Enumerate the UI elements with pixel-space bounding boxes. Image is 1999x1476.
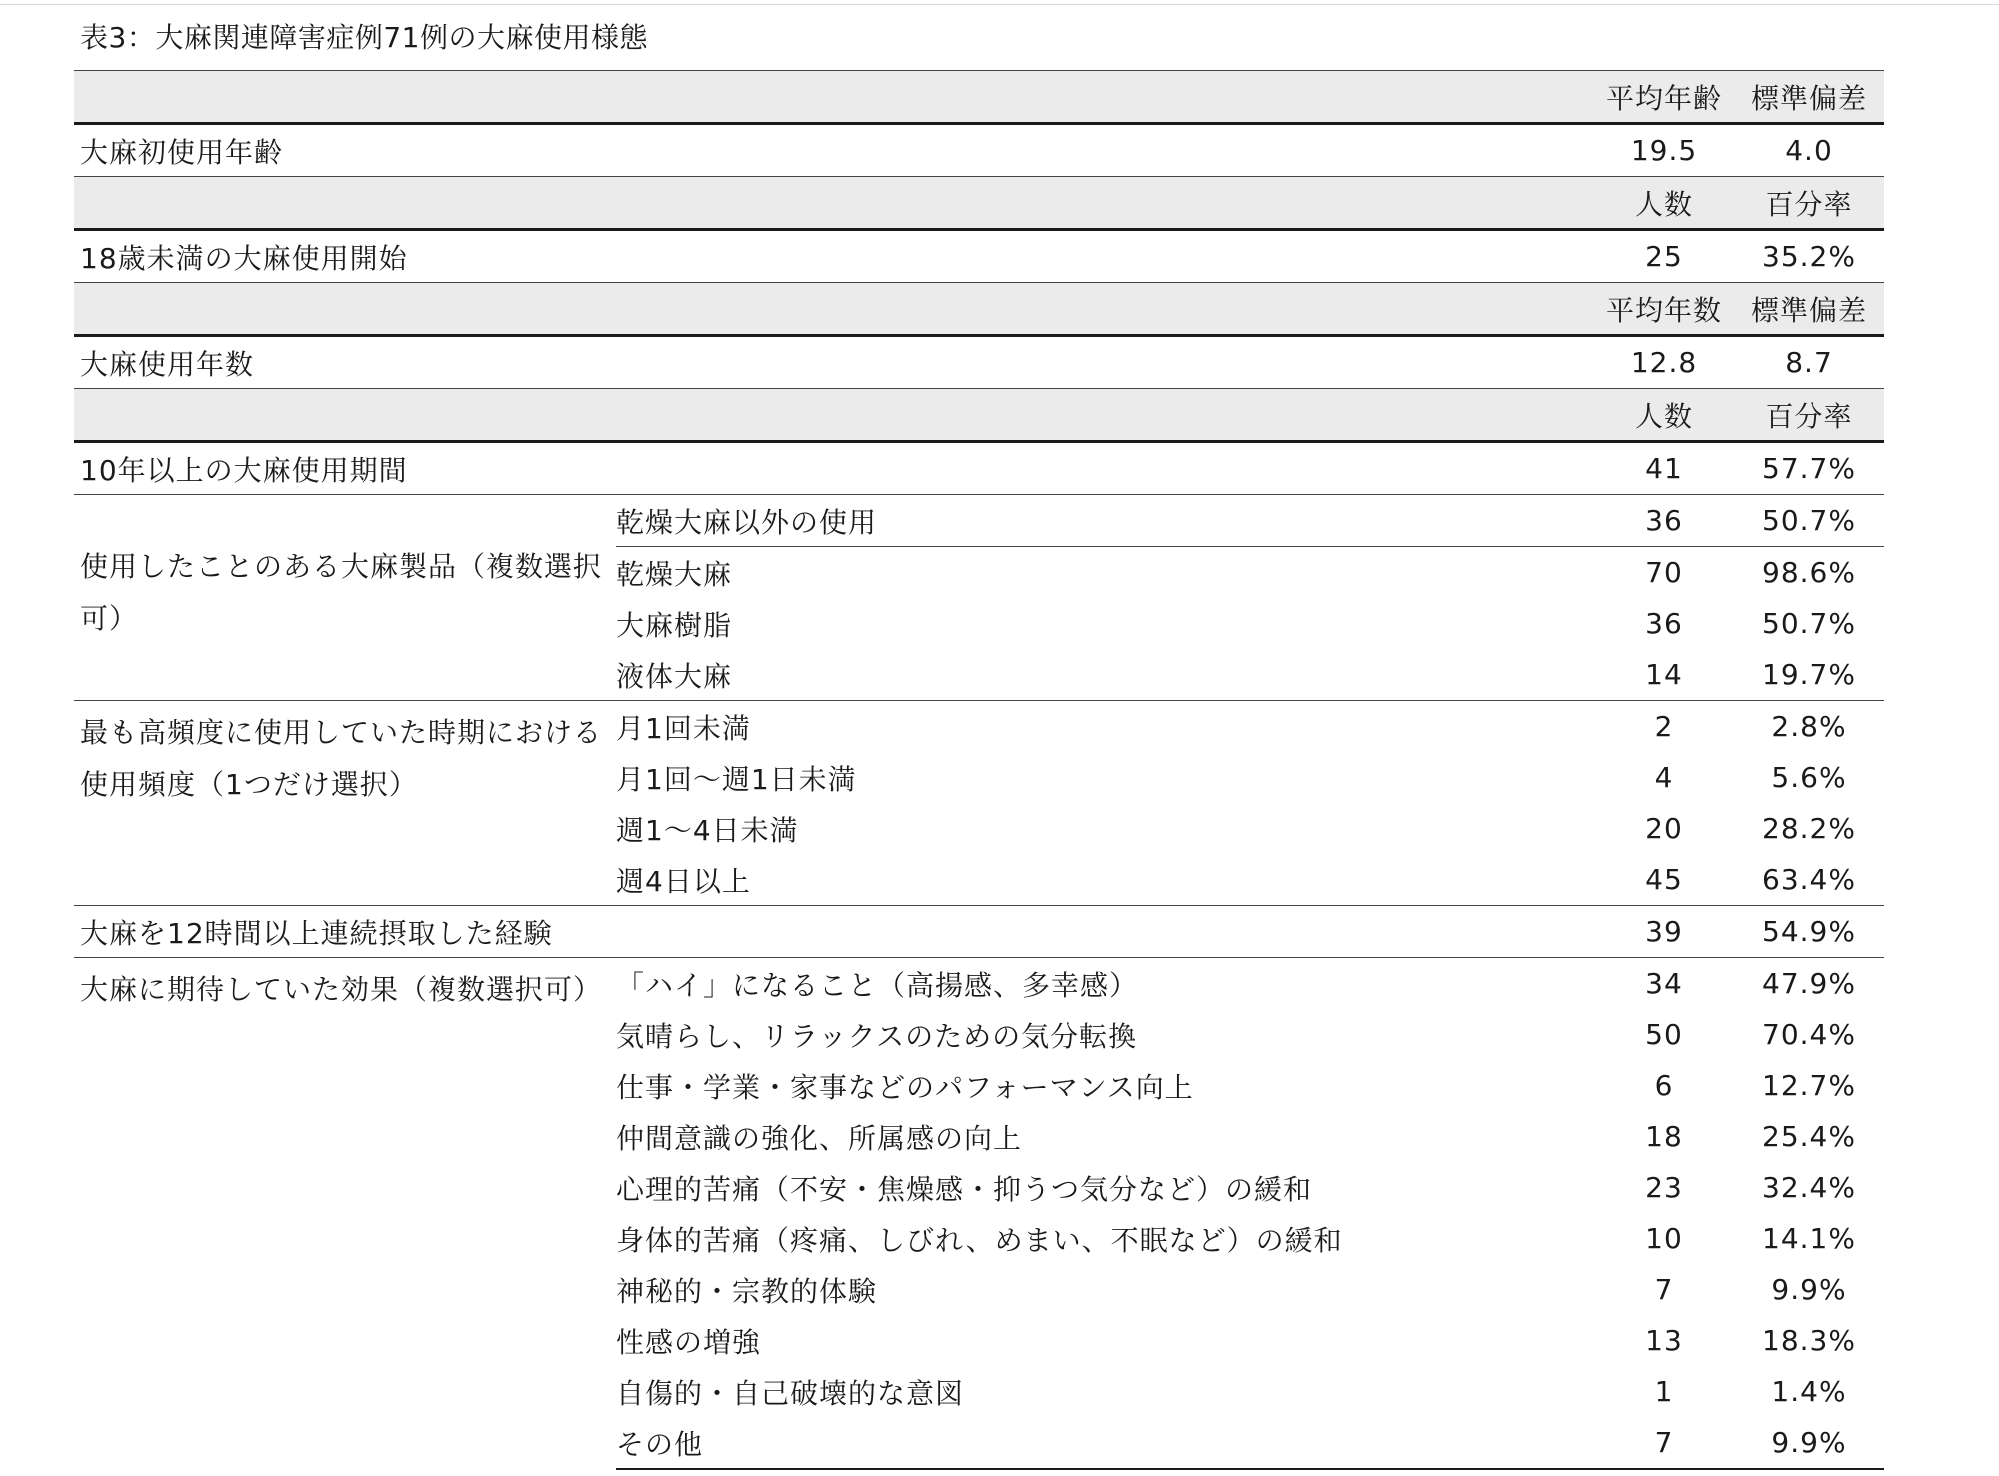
- sd-value: 8.7: [1785, 346, 1833, 379]
- count-value: 50: [1645, 1018, 1683, 1051]
- percent-value: 32.4%: [1762, 1171, 1856, 1204]
- count-value: 4: [1654, 761, 1674, 794]
- header-mean-years: 平均年数: [1594, 283, 1734, 336]
- item-label: 神秘的・宗教的体験: [616, 1274, 878, 1308]
- percent-value: 19.7%: [1762, 658, 1856, 691]
- count-value: 36: [1594, 495, 1734, 547]
- mean-value: 19.5: [1630, 134, 1698, 167]
- count-value: 18: [1645, 1120, 1683, 1153]
- item-label: その他: [616, 1417, 1594, 1469]
- header-mean-age: 平均年齢: [1594, 71, 1734, 124]
- sd-value: 4.0: [1785, 134, 1833, 167]
- mean-value: 12.8: [1630, 346, 1698, 379]
- item-label: 気晴らし、リラックスのための気分転換: [616, 1019, 1138, 1053]
- count-value: 7: [1594, 1417, 1734, 1469]
- percent-value: 25.4%: [1762, 1120, 1856, 1153]
- group-label-text: 大麻に期待していた効果（複数選択可）: [80, 973, 603, 1006]
- table-row: [74, 442, 1884, 495]
- count-value: 34: [1594, 958, 1734, 1010]
- percent-value: 5.6%: [1771, 761, 1847, 794]
- percent-value: 18.3%: [1762, 1324, 1856, 1357]
- header-row-count: [74, 389, 1884, 442]
- item-label: 週1～4日未満: [616, 813, 799, 847]
- row-label: 大麻初使用年齢: [80, 135, 284, 169]
- count-value: 7: [1654, 1273, 1674, 1306]
- percent-value: 47.9%: [1734, 958, 1884, 1010]
- item-label: 液体大麻: [616, 659, 733, 693]
- item-label: 身体的苦痛（疼痛、しびれ、めまい、不眠など）の緩和: [616, 1223, 1343, 1257]
- table-row: [74, 701, 1884, 753]
- percent-value: 28.2%: [1762, 812, 1856, 845]
- header-percent: 百分率: [1734, 389, 1884, 442]
- item-label: 仲間意識の強化、所属感の向上: [616, 1121, 1023, 1155]
- count-value: 23: [1645, 1171, 1683, 1204]
- item-label: 「ハイ」になること（高揚感、多幸感）: [616, 958, 1594, 1010]
- count-value: 36: [1645, 607, 1683, 640]
- group-label-effects: [74, 958, 616, 1470]
- table-caption: 表3：大麻関連障害症例71例の大麻使用様態: [80, 21, 648, 54]
- item-label: 心理的苦痛（不安・焦燥感・抑うつ気分など）の緩和: [616, 1172, 1313, 1206]
- header-std-dev: 標準偏差: [1734, 283, 1884, 336]
- percent-value: 70.4%: [1762, 1018, 1856, 1051]
- count-value: 13: [1645, 1324, 1683, 1357]
- item-label: 仕事・学業・家事などのパフォーマンス向上: [616, 1070, 1194, 1104]
- count-value: 41: [1645, 452, 1683, 485]
- item-label: 乾燥大麻以外の使用: [616, 495, 1594, 547]
- header-percent: 百分率: [1734, 177, 1884, 230]
- percent-value: 14.1%: [1762, 1222, 1856, 1255]
- group-label-text: 使用したことのある大麻製品（複数選択可）: [80, 550, 603, 635]
- group-label-frequency: [74, 701, 616, 906]
- count-value: 14: [1645, 658, 1683, 691]
- percent-value: 12.7%: [1762, 1069, 1856, 1102]
- count-value: 1: [1654, 1375, 1674, 1408]
- count-value: 20: [1645, 812, 1683, 845]
- header-std-dev: 標準偏差: [1734, 71, 1884, 124]
- percent-value: 9.9%: [1771, 1273, 1847, 1306]
- table-row: [74, 124, 1884, 177]
- group-label-text: 最も高頻度に使用していた時期における使用頻度（1つだけ選択）: [80, 716, 603, 801]
- table-row: [74, 495, 1884, 547]
- percent-value: 9.9%: [1734, 1417, 1884, 1469]
- item-label: 乾燥大麻: [616, 547, 1594, 599]
- count-value: 45: [1645, 863, 1683, 896]
- table-row: [74, 336, 1884, 389]
- percent-value: 63.4%: [1762, 863, 1856, 896]
- count-value: 6: [1654, 1069, 1674, 1102]
- percent-value: 57.7%: [1762, 452, 1856, 485]
- top-divider: [0, 4, 1999, 5]
- count-value: 39: [1594, 906, 1734, 958]
- percent-value: 50.7%: [1734, 495, 1884, 547]
- cannabis-use-table: [74, 70, 1884, 1470]
- percent-value: 54.9%: [1734, 906, 1884, 958]
- item-label: 週4日以上: [616, 864, 751, 898]
- row-label: 10年以上の大麻使用期間: [80, 453, 408, 487]
- table-row: [74, 958, 1884, 1010]
- header-count: 人数: [1594, 177, 1734, 230]
- item-label: 月1回～週1日未満: [616, 762, 857, 796]
- count-value: 2: [1594, 701, 1734, 753]
- header-row-mean-years: [74, 283, 1884, 336]
- count-value: 70: [1594, 547, 1734, 599]
- group-label-products: [74, 495, 616, 701]
- row-label: 大麻を12時間以上連続摂取した経験: [74, 906, 1594, 958]
- percent-value: 1.4%: [1771, 1375, 1847, 1408]
- header-row-count: [74, 177, 1884, 230]
- percent-value: 50.7%: [1762, 607, 1856, 640]
- percent-value: 35.2%: [1762, 240, 1856, 273]
- percent-value: 98.6%: [1734, 547, 1884, 599]
- count-value: 25: [1645, 240, 1683, 273]
- table-row: [74, 906, 1884, 958]
- percent-value: 2.8%: [1734, 701, 1884, 753]
- row-label: 大麻使用年数: [80, 347, 255, 381]
- item-label: 大麻樹脂: [616, 608, 733, 642]
- count-value: 10: [1645, 1222, 1683, 1255]
- item-label: 月1回未満: [616, 701, 1594, 753]
- item-label: 自傷的・自己破壊的な意図: [616, 1376, 965, 1410]
- item-label: 性感の増強: [616, 1325, 762, 1359]
- header-count: 人数: [1594, 389, 1734, 442]
- table-row: [74, 230, 1884, 283]
- header-row-mean-age: [74, 71, 1884, 124]
- row-label: 18歳未満の大麻使用開始: [80, 241, 408, 275]
